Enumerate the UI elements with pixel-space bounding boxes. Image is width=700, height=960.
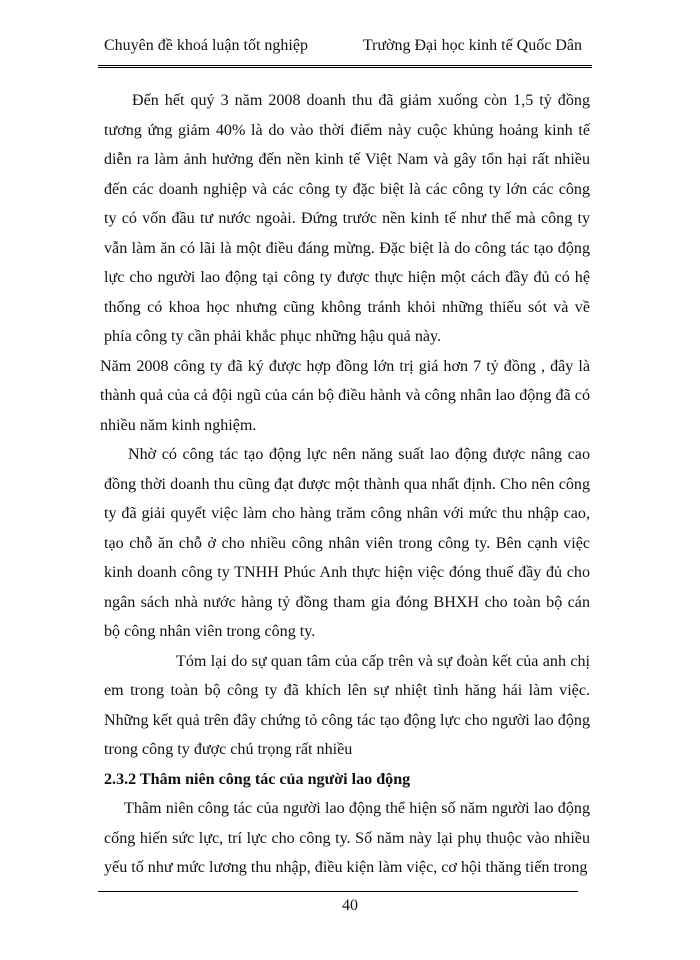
paragraph-summary: Tóm lại do sự quan tâm của cấp trên và sự đoàn kết của anh chị em trong toàn bộ công ty đã khích lên sự nhiệt tình hăng hái làm việc. Những kết quả trên đây chứng tỏ công tác tạo động lực cho người lao động trong công ty được chú trọng rất nhiều: [104, 652, 590, 758]
page-number: 40: [342, 897, 358, 914]
header-rule: [98, 65, 592, 68]
header-university: Trường Đại học kinh tế Quốc Dân: [362, 37, 582, 54]
section-heading: 2.3.2 Thâm niên công tác của người lao động: [104, 770, 411, 788]
page-body: [100, 86, 590, 883]
paragraph-seniority: Thâm niên công tác của người lao động thể hiện số năm người lao động cống hiến sức lực, trí lực cho công ty. Số năm này lại phụ thuộc vào nhiều yếu tố như mức lương thu nhập, điều kiện làm việc, cơ hội thăng tiến trong: [104, 800, 590, 876]
paragraph-productivity: Nhờ có công tác tạo động lực nên năng suất lao động được nâng cao đồng thời doanh thu cũng đạt được một thành qua nhất định. Cho nên công ty đã giải quyết việc làm cho hàng trăm công nhân với mức thu nhập cao, tạo chỗ ăn chỗ ở cho nhiều công nhân viên trong công ty. Bên cạnh việc kinh doanh công ty TNHH Phúc Anh thực hiện việc đóng thuế đầy đủ cho ngân sách nhà nước hàng tỷ đồng tham gia đóng BHXH cho toàn bộ cán bộ công nhân viên trong công ty.: [104, 446, 590, 640]
page-header: [104, 37, 582, 55]
paragraph-revenue: Đến hết quý 3 năm 2008 doanh thu đã giảm xuống còn 1,5 tỷ đồng tương ứng giảm 40% là do vào thời điểm này cuộc khủng hoảng kinh tế diễn ra làm ảnh hưởng đến nền kinh tế Việt Nam và gây tổn hại rất nhiều đến các doanh nghiệp và các công ty đặc biệt là các công ty lớn các công ty có vốn đầu tư nước ngoài. Đứng trước nền kinh tế như thế mà công ty vẫn làm ăn có lãi là một điều đáng mừng. Đặc biệt là do công tác tạo động lực cho người lao động tại công ty được thực hiện một cách đầy đủ có hệ thống có khoa học nhưng cũng không tránh khỏi những thiếu sót và về phía công ty cần phải khắc phục những hậu quả này.: [104, 92, 590, 345]
footer-rule: [98, 891, 578, 892]
paragraph-contract: Năm 2008 công ty đã ký được hợp đồng lớn trị giá hơn 7 tỷ đồng , đây là thành quả của cả đội ngũ của cán bộ điều hành và công nhân lao động đã có nhiều năm kinh nghiệm.: [100, 357, 590, 434]
header-course-title: Chuyên đề khoá luận tốt nghiệp: [104, 37, 308, 54]
